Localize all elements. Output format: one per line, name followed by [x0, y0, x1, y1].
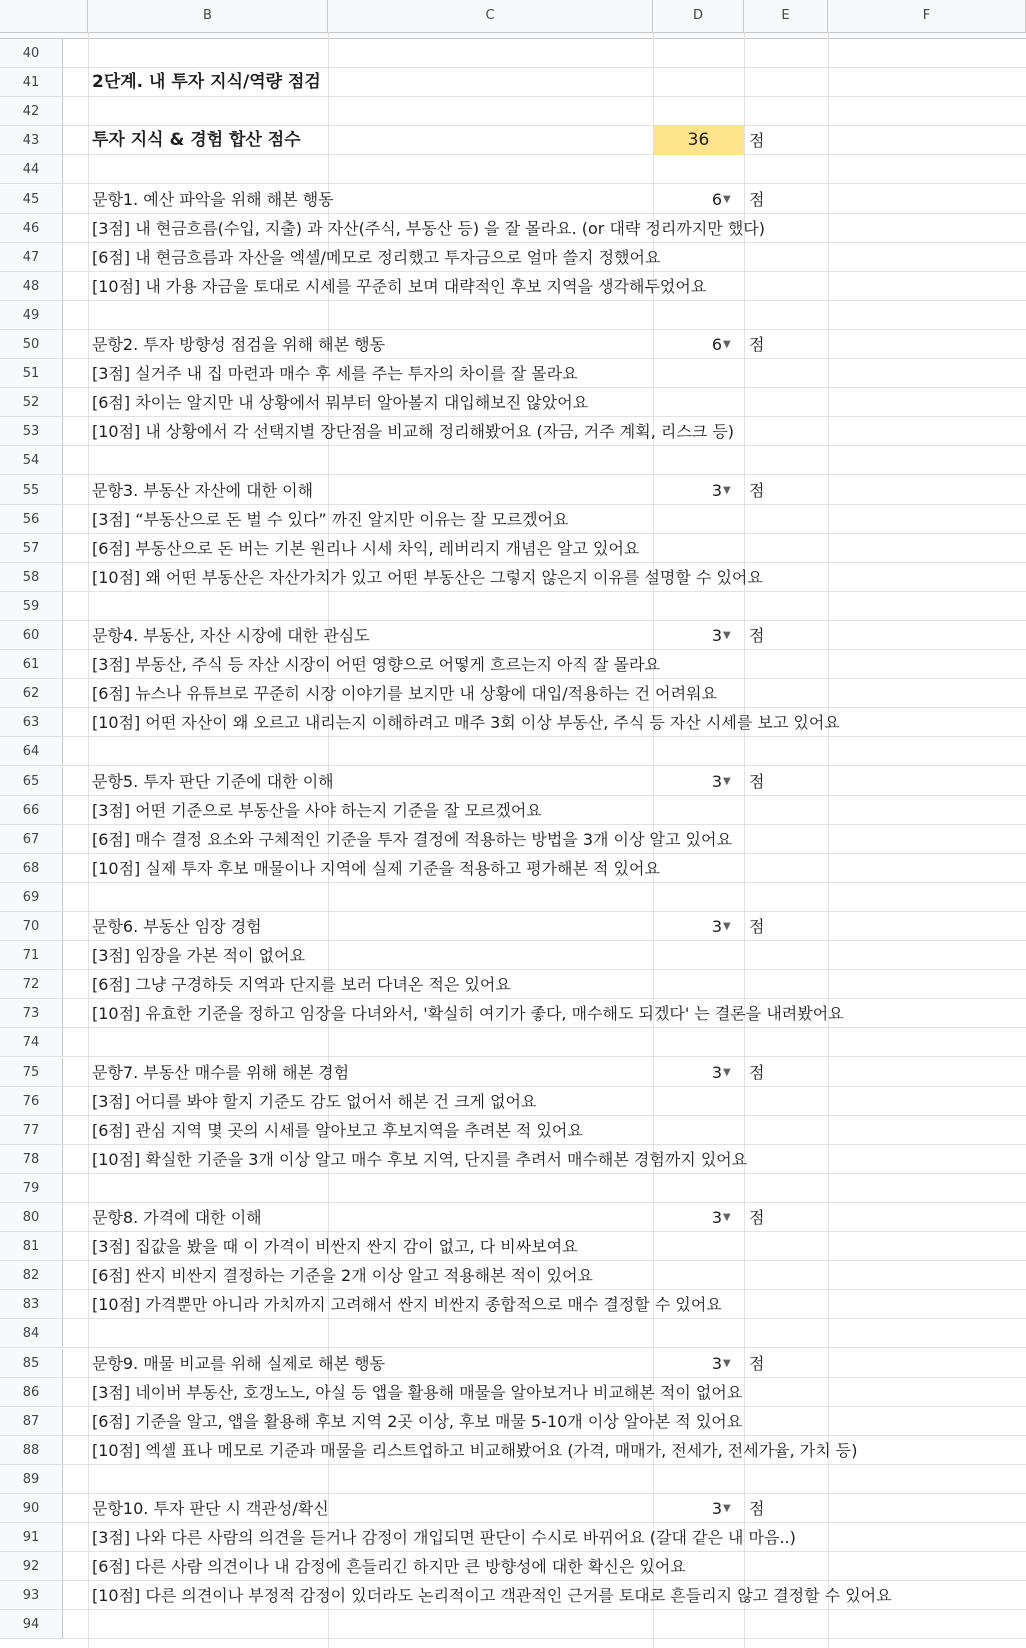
answer-option[interactable]: [10점] 어떤 자산이 왜 오르고 내리는지 이해하려고 매주 3회 이상 부동산, 주식 등 자산 시세를 보고 있어요: [92, 713, 840, 733]
row-header[interactable]: 68: [0, 854, 63, 883]
answer-option[interactable]: [6점] 차이는 알지만 내 상황에서 뭐부터 알아볼지 대입해보진 않았어요: [92, 393, 589, 413]
answer-option[interactable]: [3점] “부동산으로 돈 벌 수 있다” 까진 알지만 이유는 잘 모르겠어요: [92, 509, 569, 529]
row-header[interactable]: 70: [0, 912, 63, 941]
dropdown-arrow-icon[interactable]: ▼: [723, 1212, 731, 1223]
question-score-dropdown[interactable]: 3: [711, 1062, 722, 1082]
question-score-dropdown[interactable]: 3: [711, 1353, 722, 1373]
row-gridline: [63, 446, 1026, 475]
row-header[interactable]: 79: [0, 1174, 63, 1203]
row-header[interactable]: 56: [0, 505, 63, 534]
question-title[interactable]: 문항6. 부동산 임장 경험: [92, 917, 262, 936]
question-score-dropdown[interactable]: 3: [711, 771, 722, 791]
answer-option[interactable]: [3점] 어떤 기준으로 부동산을 사야 하는지 기준을 잘 모르겠어요: [92, 800, 542, 820]
row-gridline: [63, 155, 1026, 184]
row-header[interactable]: 85: [0, 1349, 63, 1378]
dropdown-arrow-icon[interactable]: ▼: [723, 484, 731, 496]
question-title[interactable]: 문항8. 가격에 대한 이해: [92, 1208, 262, 1227]
answer-option[interactable]: [6점] 내 현금흐름과 자산을 엑셀/메모로 정리했고 투자금으로 얼마 쓸지 정했어요: [92, 247, 661, 267]
row-header[interactable]: 61: [0, 650, 63, 679]
answer-option[interactable]: [10점] 엑셀 표나 메모로 기준과 매물을 리스트업하고 비교해봤어요 (가격, 매매가, 전세가, 전세가율, 가치 등): [92, 1440, 858, 1460]
row-header[interactable]: 73: [0, 999, 63, 1028]
row-header[interactable]: 91: [0, 1523, 63, 1552]
row-header[interactable]: 84: [0, 1319, 63, 1348]
row-header[interactable]: 72: [0, 970, 63, 999]
question-score-dropdown[interactable]: 3: [711, 917, 722, 936]
question-title[interactable]: 문항4. 부동산, 자산 시장에 대한 관심도: [92, 626, 370, 645]
column-header-a[interactable]: [63, 0, 88, 32]
row-header[interactable]: 57: [0, 534, 63, 563]
question-score-dropdown[interactable]: 3: [711, 480, 722, 500]
row-gridline: [63, 1028, 1026, 1057]
question-score-unit: 점: [749, 335, 765, 354]
question-score-dropdown[interactable]: 3: [711, 626, 722, 645]
row-gridline: [63, 97, 1026, 126]
dropdown-arrow-icon[interactable]: ▼: [723, 339, 731, 350]
answer-option[interactable]: [10점] 실제 투자 후보 매물이나 지역에 실제 기준을 적용하고 평가해본 적 있어요: [92, 858, 660, 878]
row-header[interactable]: 88: [0, 1436, 63, 1465]
column-header-f[interactable]: F: [828, 0, 1026, 32]
row-header[interactable]: 62: [0, 679, 63, 708]
hidden-row-indicator: [0, 32, 1026, 39]
answer-option[interactable]: [3점] 어디를 봐야 할지 기준도 감도 없어서 해본 건 크게 없어요: [92, 1091, 537, 1111]
row-header[interactable]: 44: [0, 155, 63, 184]
row-header[interactable]: 45: [0, 185, 63, 214]
question-score-unit: 점: [749, 480, 765, 500]
row-header[interactable]: 80: [0, 1203, 63, 1232]
row-header[interactable]: 43: [0, 126, 63, 155]
row-header[interactable]: 67: [0, 825, 63, 854]
question-score-unit: 점: [749, 1062, 765, 1082]
column-header-bar: [0, 0, 1026, 33]
row-header[interactable]: 51: [0, 359, 63, 388]
total-score-cell[interactable]: 36: [653, 126, 744, 155]
row-header[interactable]: 69: [0, 883, 63, 912]
question-score-dropdown[interactable]: 3: [711, 1208, 722, 1227]
question-score-unit: 점: [749, 917, 765, 936]
question-title[interactable]: 문항3. 부동산 자산에 대한 이해: [92, 480, 314, 500]
column-header-e[interactable]: E: [744, 0, 828, 32]
answer-option[interactable]: [6점] 관심 지역 몇 곳의 시세를 알아보고 후보지역을 추려본 적 있어요: [92, 1120, 583, 1140]
row-header[interactable]: 58: [0, 563, 63, 592]
dropdown-arrow-icon[interactable]: ▼: [723, 921, 731, 932]
row-header[interactable]: 46: [0, 214, 63, 243]
row-header[interactable]: 49: [0, 301, 63, 330]
row-header[interactable]: 47: [0, 243, 63, 272]
answer-option[interactable]: [6점] 다른 사람 의견이나 내 감정에 흔들리긴 하지만 큰 방향성에 대한 확신은 있어요: [92, 1557, 686, 1577]
column-header-d[interactable]: D: [653, 0, 744, 32]
row-gridline: [63, 1610, 1026, 1639]
total-score-label[interactable]: 투자 지식 & 경험 합산 점수: [92, 130, 301, 151]
answer-option[interactable]: [10점] 다른 의견이나 부정적 감정이 있더라도 논리적이고 객관적인 근거를 토대로 흔들리지 않고 결정할 수 있어요: [92, 1586, 892, 1606]
row-header[interactable]: 48: [0, 272, 63, 301]
column-header-c[interactable]: C: [328, 0, 653, 32]
question-score-dropdown[interactable]: 6: [711, 335, 722, 354]
row-header[interactable]: 82: [0, 1261, 63, 1290]
row-header[interactable]: 92: [0, 1552, 63, 1581]
dropdown-arrow-icon[interactable]: ▼: [723, 193, 731, 205]
answer-option[interactable]: [6점] 매수 결정 요소와 구체적인 기준을 투자 결정에 적용하는 방법을 3개 이상 알고 있어요: [92, 829, 732, 849]
column-header-b[interactable]: B: [88, 0, 328, 32]
question-score-dropdown[interactable]: 3: [711, 1499, 722, 1518]
question-score-unit: 점: [749, 1353, 765, 1373]
answer-option[interactable]: [10점] 내 상황에서 각 선택지별 장단점을 비교해 정리해봤어요 (자금, 거주 계획, 리스크 등): [92, 422, 735, 442]
row-header[interactable]: 75: [0, 1058, 63, 1087]
answer-option[interactable]: [3점] 부동산, 주식 등 자산 시장이 어떤 영향으로 어떻게 흐르는지 아직 잘 몰라요: [92, 655, 660, 675]
answer-option[interactable]: [6점] 기준을 알고, 앱을 활용해 후보 지역 2곳 이상, 후보 매물 5-10개 이상 알아본 적 있어요: [92, 1411, 743, 1431]
question-title[interactable]: 문항7. 부동산 매수를 위해 해본 경험: [92, 1062, 350, 1082]
row-header[interactable]: 83: [0, 1290, 63, 1319]
answer-option[interactable]: [3점] 집값을 봤을 때 이 가격이 비싼지 싼지 감이 없고, 다 비싸보여요: [92, 1237, 578, 1257]
row-header[interactable]: 60: [0, 621, 63, 650]
answer-option[interactable]: [10점] 왜 어떤 부동산은 자산가치가 있고 어떤 부동산은 그렇지 않은지 이유를 설명할 수 있어요: [92, 567, 763, 587]
row-header[interactable]: 64: [0, 737, 63, 766]
row-header[interactable]: 59: [0, 592, 63, 621]
row-header[interactable]: 54: [0, 446, 63, 475]
answer-option[interactable]: [6점] 싼지 비싼지 결정하는 기준을 2개 이상 알고 적용해본 적이 있어요: [92, 1266, 594, 1286]
question-title[interactable]: 문항1. 예산 파악을 위해 해본 행동: [92, 189, 334, 209]
row-gridline: [63, 592, 1026, 621]
answer-option[interactable]: [3점] 실거주 내 집 마련과 매수 후 세를 주는 투자의 차이를 잘 몰라요: [92, 364, 578, 384]
dropdown-arrow-icon[interactable]: ▼: [723, 630, 731, 641]
row-header[interactable]: 41: [0, 68, 63, 97]
row-header[interactable]: 81: [0, 1232, 63, 1261]
dropdown-arrow-icon[interactable]: ▼: [723, 775, 731, 787]
question-title[interactable]: 문항5. 투자 판단 기준에 대한 이해: [92, 771, 334, 791]
row-gridline: [63, 1319, 1026, 1348]
answer-option[interactable]: [6점] 그냥 구경하듯 지역과 단지를 보러 다녀온 적은 있어요: [92, 975, 511, 995]
row-header[interactable]: 50: [0, 330, 63, 359]
row-header[interactable]: 76: [0, 1087, 63, 1116]
row-header[interactable]: 53: [0, 417, 63, 446]
row-gridline: [63, 883, 1026, 912]
total-score-unit: 점: [749, 131, 765, 151]
answer-option[interactable]: [3점] 네이버 부동산, 호갱노노, 아실 등 앱을 활용해 매물을 알아보거나 비교해본 적이 없어요: [92, 1382, 743, 1402]
answer-option[interactable]: [6점] 부동산으로 돈 버는 기본 원리나 시세 차익, 레버리지 개념은 알고 있어요: [92, 538, 640, 558]
row-header[interactable]: 78: [0, 1145, 63, 1174]
answer-option[interactable]: [10점] 확실한 기준을 3개 이상 알고 매수 후보 지역, 단지를 추려서 매수해본 경험까지 있어요: [92, 1149, 748, 1169]
row-header[interactable]: 90: [0, 1494, 63, 1523]
question-score-unit: 점: [749, 1499, 765, 1518]
row-gridline: [63, 301, 1026, 330]
question-title[interactable]: 문항9. 매물 비교를 위해 실제로 해본 행동: [92, 1353, 386, 1373]
row-header[interactable]: 93: [0, 1581, 63, 1610]
dropdown-arrow-icon[interactable]: ▼: [723, 1357, 731, 1369]
row-header[interactable]: 52: [0, 388, 63, 417]
question-score-unit: 점: [749, 189, 765, 209]
dropdown-arrow-icon[interactable]: ▼: [723, 1503, 731, 1514]
answer-option[interactable]: [6점] 뉴스나 유튜브로 꾸준히 시장 이야기를 보지만 내 상황에 대입/적용하는 건 어려워요: [92, 684, 717, 704]
row-header[interactable]: 87: [0, 1407, 63, 1436]
answer-option[interactable]: [10점] 유효한 기준을 정하고 임장을 다녀와서, '확실히 여기가 좋다, 매수해도 되겠다' 는 결론을 내려봤어요: [92, 1004, 844, 1024]
row-header[interactable]: 89: [0, 1465, 63, 1494]
answer-option[interactable]: [10점] 내 가용 자금을 토대로 시세를 꾸준히 보며 대략적인 후보 지역을 생각해두었어요: [92, 276, 707, 296]
question-score-unit: 점: [749, 626, 765, 645]
row-gridline: [63, 39, 1026, 68]
question-title[interactable]: 문항10. 투자 판단 시 객관성/확신: [92, 1499, 329, 1518]
answer-option[interactable]: [3점] 나와 다른 사람의 의견을 듣거나 감정이 개입되면 판단이 수시로 바뀌어요 (갈대 같은 내 마음..): [92, 1528, 796, 1548]
answer-option[interactable]: [10점] 가격뿐만 아니라 가치까지 고려해서 싼지 비싼지 종합적으로 매수 결정할 수 있어요: [92, 1295, 722, 1315]
section-title[interactable]: 2단계. 내 투자 지식/역량 점검: [92, 72, 321, 93]
dropdown-arrow-icon[interactable]: ▼: [723, 1066, 731, 1078]
row-header[interactable]: 63: [0, 708, 63, 737]
row-header[interactable]: 40: [0, 39, 63, 68]
row-header[interactable]: 65: [0, 767, 63, 796]
row-gridline: [63, 1465, 1026, 1494]
row-header[interactable]: 86: [0, 1378, 63, 1407]
question-score-dropdown[interactable]: 6: [711, 189, 722, 209]
row-header[interactable]: 71: [0, 941, 63, 970]
row-header[interactable]: 42: [0, 97, 63, 126]
row-header[interactable]: 74: [0, 1028, 63, 1057]
row-gridline: [63, 1174, 1026, 1203]
question-score-unit: 점: [749, 1208, 765, 1227]
answer-option[interactable]: [3점] 임장을 가본 적이 없어요: [92, 946, 306, 966]
row-header[interactable]: 55: [0, 476, 63, 505]
question-score-unit: 점: [749, 771, 765, 791]
question-title[interactable]: 문항2. 투자 방향성 점검을 위해 해본 행동: [92, 335, 386, 354]
answer-option[interactable]: [3점] 내 현금흐름(수입, 지출) 과 자산(주식, 부동산 등) 을 잘 몰라요. (or 대략 정리까지만 했다): [92, 218, 765, 238]
row-gridline: [63, 737, 1026, 766]
row-header[interactable]: 66: [0, 796, 63, 825]
row-header[interactable]: 94: [0, 1610, 63, 1639]
row-header[interactable]: 77: [0, 1116, 63, 1145]
